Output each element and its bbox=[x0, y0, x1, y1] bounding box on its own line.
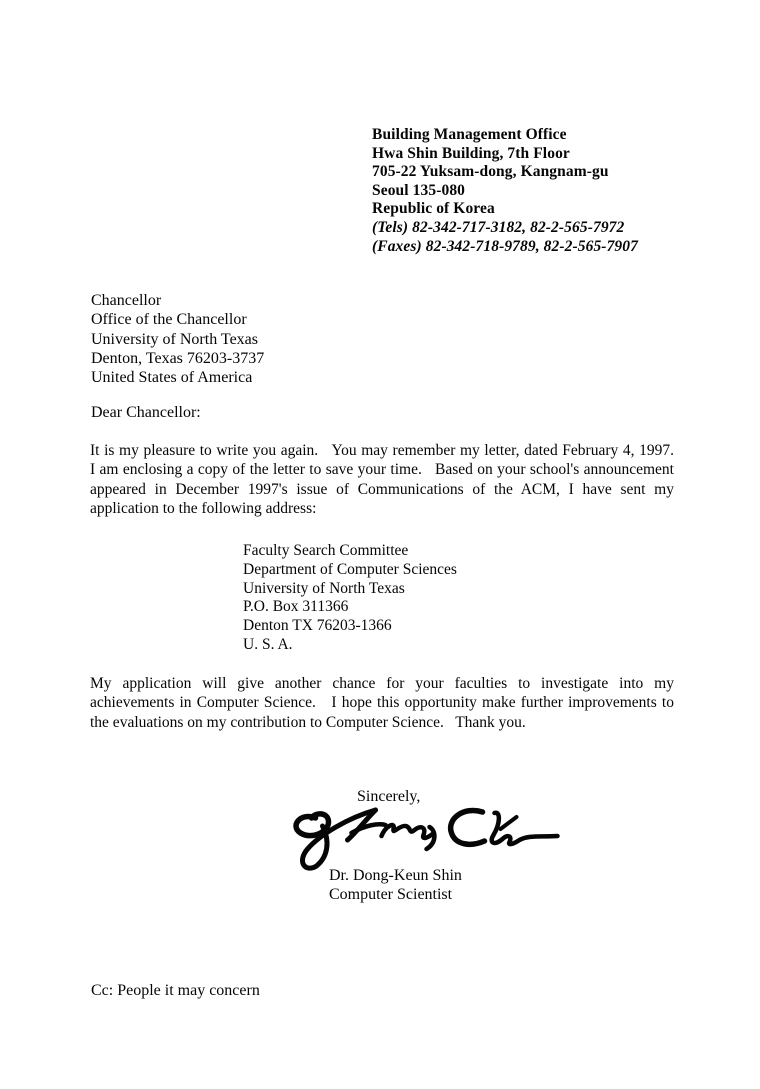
recipient-line: Office of the Chancellor bbox=[91, 311, 247, 329]
application-address-line: P.O. Box 311366 bbox=[243, 598, 349, 616]
valediction: Sincerely, bbox=[357, 788, 421, 805]
application-address-block bbox=[243, 542, 457, 655]
signatory-name: Dr. Dong-Keun Shin bbox=[329, 867, 462, 884]
sender-line: 705-22 Yuksam-dong, Kangnam-gu bbox=[372, 163, 609, 181]
recipient-line: United States of America bbox=[91, 369, 253, 387]
sender-line: Hwa Shin Building, 7th Floor bbox=[372, 144, 570, 162]
application-address-line: University of North Texas bbox=[243, 579, 405, 597]
recipient-line: University of North Texas bbox=[91, 330, 258, 348]
body-paragraph-2: My application will give another chance for your faculties to investigate into my achievements in Computer Science. I hope this opportunity make further improvements to the evaluations on my contribution to Computer Science. Thank you. bbox=[90, 675, 678, 731]
sender-faxes-line: (Faxes) 82-342-718-9789, 82-2-565-7907 bbox=[372, 237, 638, 255]
handwritten-signature-icon bbox=[283, 799, 568, 877]
application-address-line: U. S. A. bbox=[243, 635, 293, 653]
application-address-line: Department of Computer Sciences bbox=[243, 560, 457, 578]
application-address-line: Denton TX 76203-1366 bbox=[243, 617, 392, 635]
cc-line: Cc: People it may concern bbox=[91, 982, 260, 999]
recipient-line: Denton, Texas 76203-3737 bbox=[91, 349, 265, 367]
sender-address-block bbox=[372, 126, 638, 256]
sender-line: Seoul 135-080 bbox=[372, 181, 466, 199]
application-address-line: Faculty Search Committee bbox=[243, 542, 409, 559]
sender-line: Building Management Office bbox=[372, 126, 567, 143]
recipient-address-block bbox=[91, 291, 264, 387]
sender-line: Republic of Korea bbox=[372, 200, 495, 218]
signatory-title: Computer Scientist bbox=[329, 886, 453, 903]
salutation: Dear Chancellor: bbox=[91, 404, 201, 421]
sender-tels-line: (Tels) 82-342-717-3182, 82-2-565-7972 bbox=[372, 218, 625, 236]
recipient-line: Chancellor bbox=[91, 292, 162, 309]
body-paragraph-1: It is my pleasure to write you again. You may remember my letter, dated February 4, 1997. I am enclosing a copy of the letter to save your time. Based on your school's announcement appeared in December 1997's issue of Communications of the ACM, I have sent my application to the following address: bbox=[90, 442, 686, 517]
